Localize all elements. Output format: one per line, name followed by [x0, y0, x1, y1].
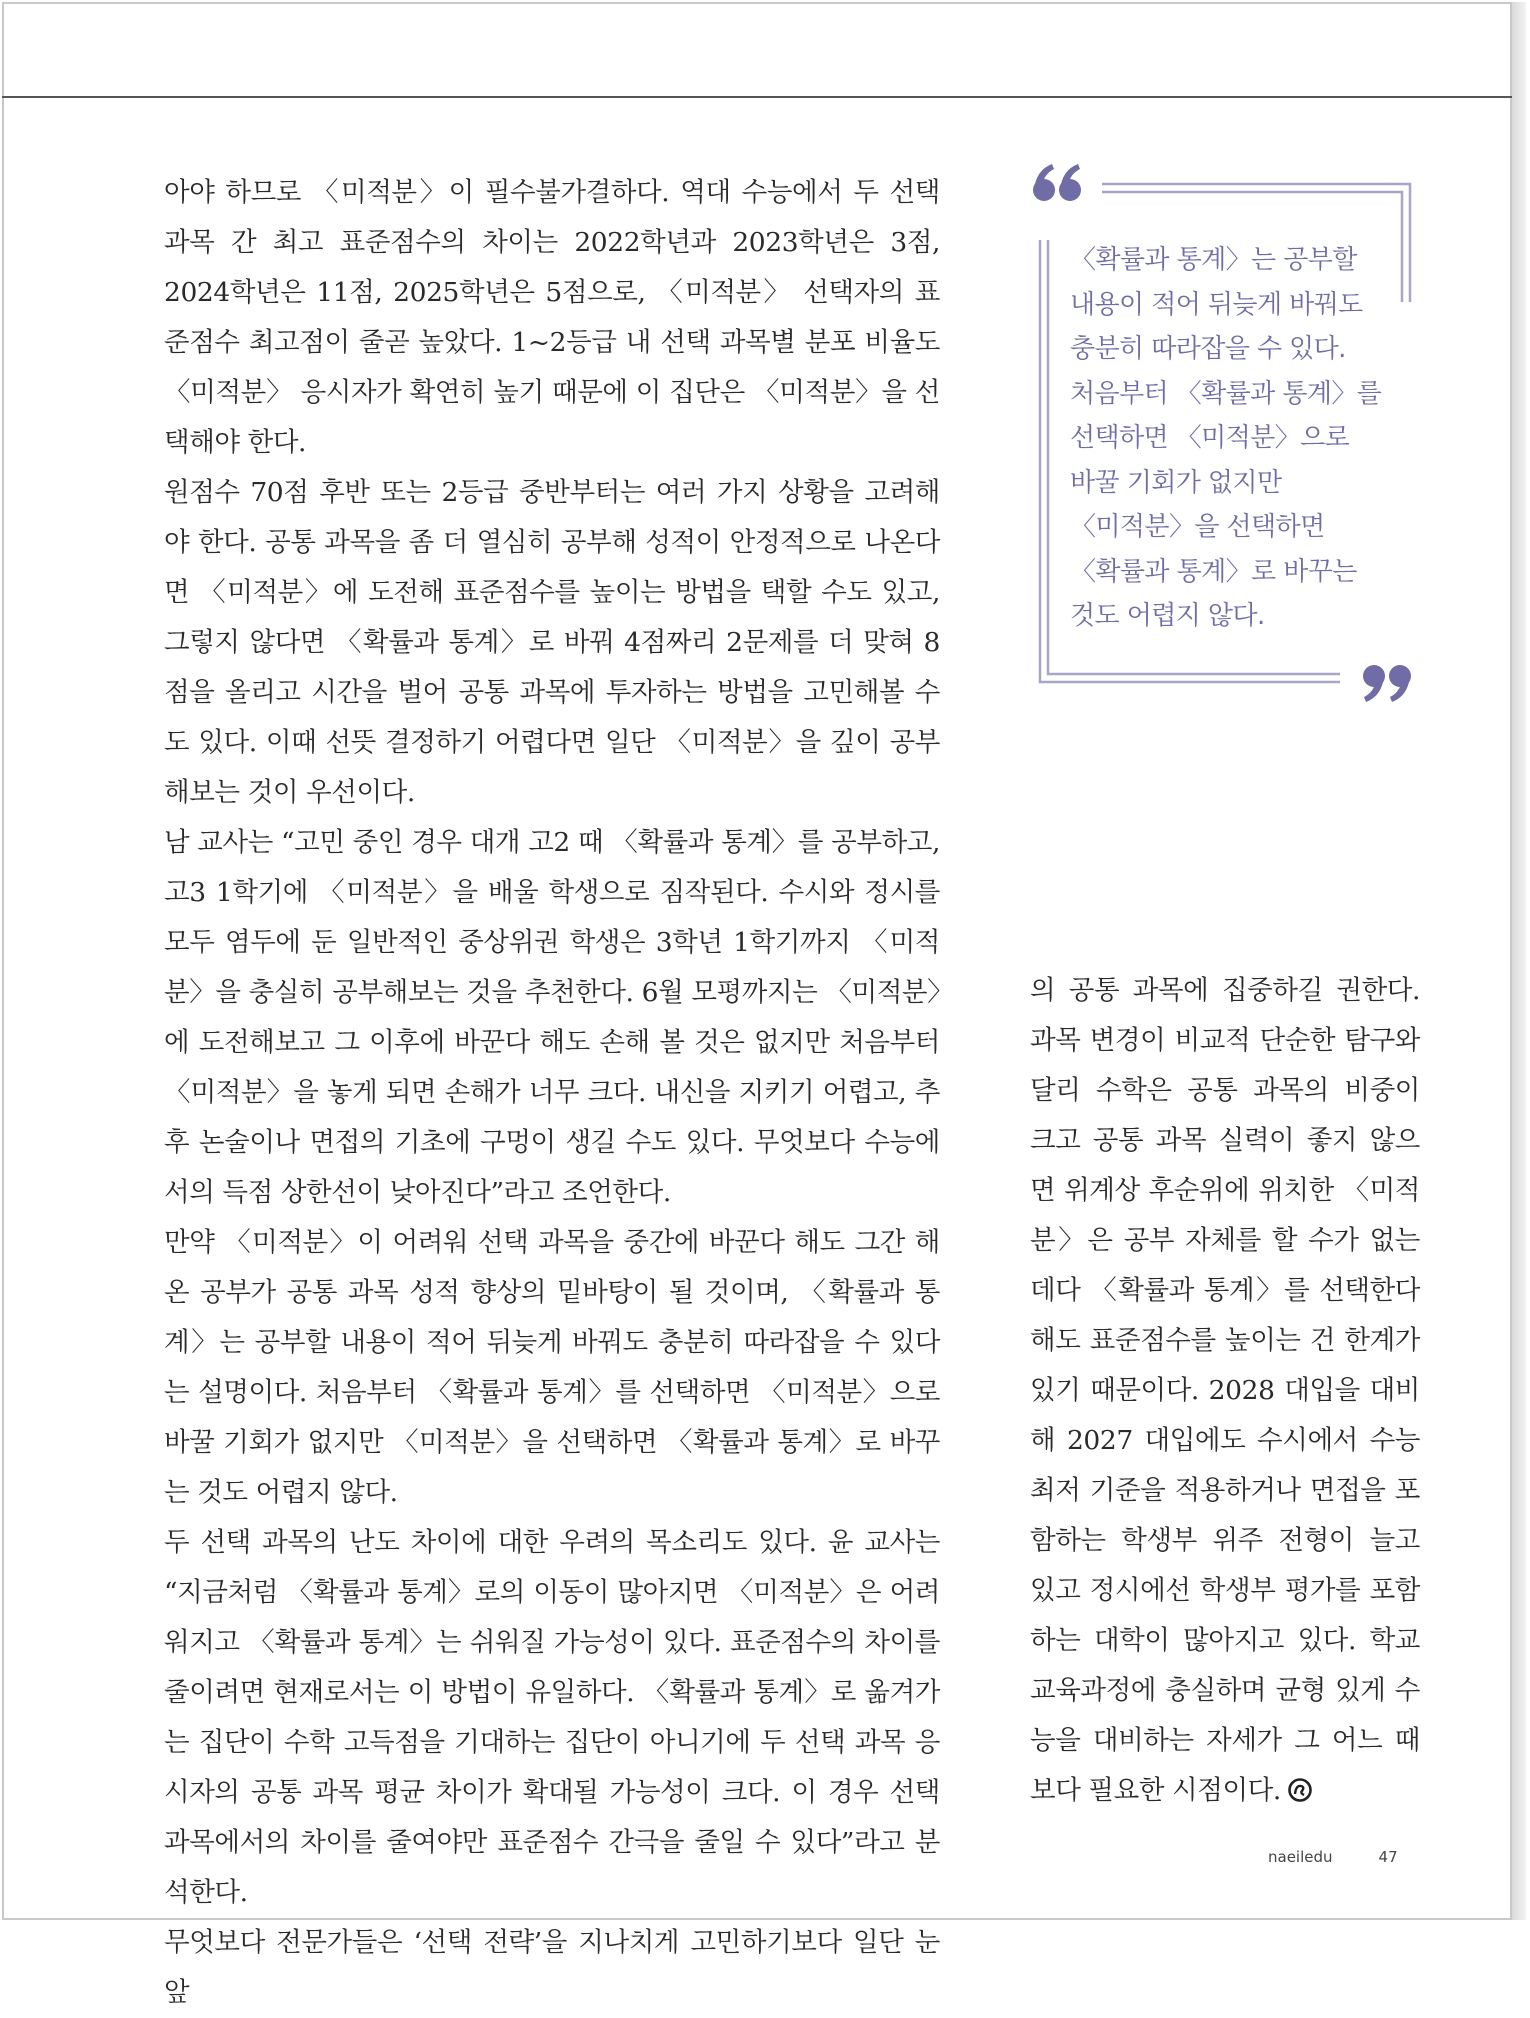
pull-quote-line: 〈미적분〉을 선택하면: [1070, 512, 1325, 542]
pull-quote-line: 선택하면 〈미적분〉으로: [1070, 423, 1350, 453]
page-edge: [1512, 2, 1526, 1920]
pull-quote-text: [1070, 238, 1410, 639]
pull-quote: [1030, 160, 1420, 705]
side-paragraph: [1030, 966, 1420, 1816]
pull-quote-line: 내용이 적어 뒤늦게 바꿔도: [1070, 289, 1363, 320]
header-rule: [2, 96, 1512, 98]
pull-quote-line: 바꿀 기회가 없지만: [1070, 467, 1282, 498]
paragraph-4: 만약 〈미적분〉이 어려워 선택 과목을 중간에 바꾼다 해도 그간 해온 공부가 공통 과목 성적 향상의 밑바탕이 될 것이며, 〈확률과 통계〉는 공부할 내용이 적어 뒤늦게 바꿔도 충분히 따라잡을 수 있다는 설명이다. 처음부터 〈확률과 통계〉를 선택하면 〈미적분〉으로 바꿀 기회가 없지만 〈미적분〉을 선택하면 〈확률과 통계〉로 바꾸는 것도 어렵지 않다.: [164, 1227, 940, 1508]
pull-quote-line: 〈확률과 통계〉는 공부할: [1070, 245, 1357, 275]
main-column: [164, 168, 940, 2018]
pull-quote-line: 충분히 따라잡을 수 있다.: [1070, 334, 1346, 364]
footer-brand: naeiledu: [1268, 1848, 1333, 1866]
paragraph-5: 두 선택 과목의 난도 차이에 대한 우려의 목소리도 있다. 윤 교사는 “지금처럼 〈확률과 통계〉로의 이동이 많아지면 〈미적분〉은 어려워지고 〈확률과 통계〉는 쉬워질 가능성이 있다. 표준점수의 차이를 줄이려면 현재로서는 이 방법이 유일하다. 〈확률과 통계〉로 옮겨가는 집단이 수학 고득점을 기대하는 집단이 아니기에 두 선택 과목 응시자의 공통 과목 평균 차이가 확대될 가능성이 크다. 이 경우 선택 과목에서의 차이를 줄여야만 표준점수 간극을 줄일 수 있다”라고 분석한다.: [164, 1527, 940, 1908]
pull-quote-line: 것도 어렵지 않다.: [1070, 601, 1265, 631]
close-quote-icon: [1363, 665, 1411, 702]
page-footer: [1268, 1848, 1398, 1866]
end-mark-icon: [1287, 1777, 1313, 1803]
pull-quote-line: 〈확률과 통계〉로 바꾸는: [1070, 556, 1357, 587]
side-column: [1030, 966, 1420, 1816]
pull-quote-line: 처음부터 〈확률과 통계〉를: [1070, 378, 1382, 409]
paragraph-2: 원점수 70점 후반 또는 2등급 중반부터는 여러 가지 상황을 고려해야 한다. 공통 과목을 좀 더 열심히 공부해 성적이 안정적으로 나온다면 〈미적분〉에 도전해 표준점수를 높이는 방법을 택할 수도 있고, 그렇지 않다면 〈확률과 통계〉로 바꿔 4점짜리 2문제를 더 맞혀 8점을 올리고 시간을 벌어 공통 과목에 투자하는 방법을 고민해볼 수도 있다. 이때 선뜻 결정하기 어렵다면 일단 〈미적분〉을 깊이 공부해보는 것이 우선이다.: [164, 477, 940, 808]
page-number: 47: [1378, 1848, 1398, 1866]
paragraph-1: 아야 하므로 〈미적분〉이 필수불가결하다. 역대 수능에서 두 선택 과목 간 최고 표준점수의 차이는 2022학년과 2023학년은 3점, 2024학년은 11점, 2025학년은 5점으로, 〈미적분〉 선택자의 표준점수 최고점이 줄곧 높았다. 1~2등급 내 선택 과목별 분포 비율도 〈미적분〉 응시자가 확연히 높기 때문에 이 집단은 〈미적분〉을 선택해야 한다.: [164, 177, 940, 458]
paragraph-3: 남 교사는 “고민 중인 경우 대개 고2 때 〈확률과 통계〉를 공부하고, 고3 1학기에 〈미적분〉을 배울 학생으로 짐작된다. 수시와 정시를 모두 염두에 둔 일반적인 중상위권 학생은 3학년 1학기까지 〈미적분〉을 충실히 공부해보는 것을 추천한다. 6월 모평까지는 〈미적분〉에 도전해보고 그 이후에 바꾼다 해도 손해 볼 것은 없지만 처음부터 〈미적분〉을 놓게 되면 손해가 너무 크다. 내신을 지키기 어렵고, 추후 논술이나 면접의 기초에 구멍이 생길 수도 있다. 무엇보다 수능에서의 득점 상한선이 낮아진다”라고 조언한다.: [164, 827, 940, 1208]
open-quote-icon: [1033, 164, 1081, 201]
side-paragraph-text: 의 공통 과목에 집중하길 권한다. 과목 변경이 비교적 단순한 탐구와 달리 수학은 공통 과목의 비중이 크고 공통 과목 실력이 좋지 않으면 위계상 후순위에 위치한 〈미적분〉은 공부 자체를 할 수가 없는 데다 〈확률과 통계〉를 선택한다 해도 표준점수를 높이는 건 한계가 있기 때문이다. 2028 대입을 대비해 2027 대입에도 수시에서 수능 최저 기준을 적용하거나 면접을 포함하는 학생부 위주 전형이 늘고 있고 정시에선 학생부 평가를 포함하는 대학이 많아지고 있다. 학교 교육과정에 충실하며 균형 있게 수능을 대비하는 자세가 그 어느 때보다 필요한 시점이다.: [1030, 975, 1420, 1806]
paragraph-6: 무엇보다 전문가들은 ‘선택 전략’을 지나치게 고민하기보다 일단 눈앞: [164, 1927, 940, 2008]
